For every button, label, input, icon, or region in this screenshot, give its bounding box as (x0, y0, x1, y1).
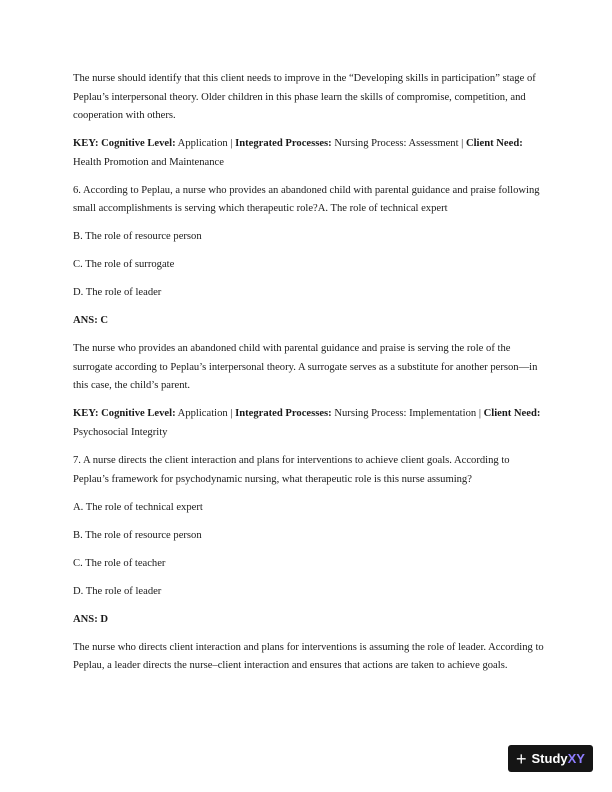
answer-option: D. The role of leader (73, 585, 162, 597)
rationale-paragraph: The nurse should identify that this client needs to improve in the “Developing skills in participation” stage of Peplau’s interpersonal theory. Older children in this phase learn the skills of compromise, competition, and cooperation with others. (73, 73, 536, 122)
answer-key: ANS: D (73, 613, 109, 625)
answer-key: ANS: C (73, 315, 109, 327)
answer-option: D. The role of leader (73, 287, 162, 299)
key-metadata: KEY: Cognitive Level: Application | Integrated Processes: Nursing Process: Implementation | Client Need: Psychosocial Integrity (73, 408, 541, 439)
brand-prefix: Study (531, 751, 568, 766)
answer-option: C. The role of teacher (73, 557, 166, 569)
brand-suffix: XY (567, 751, 585, 766)
answer-option: B. The role of resource person (73, 231, 202, 243)
key-metadata: KEY: Cognitive Level: Application | Integrated Processes: Nursing Process: Assessment | Client Need: Health Promotion and Maintenance (73, 138, 523, 168)
answer-option: C. The role of surrogate (73, 259, 175, 271)
answer-option: B. The role of resource person (73, 529, 202, 541)
plus-icon: + (516, 748, 527, 769)
document-body (73, 70, 548, 685)
question-7: 7. A nurse directs the client interaction and plans for interventions to achieve client goals. According to Peplau’s framework for psychodynamic nursing, what therapeutic role is this nurse assuming? (73, 455, 510, 485)
studyxy-badge[interactable] (508, 745, 593, 772)
question-6: 6. According to Peplau, a nurse who provides an abandoned child with parental guidance and praise following small accomplishments is serving which therapeutic role?A. The role of technical expert (73, 184, 540, 215)
rationale-paragraph: The nurse who provides an abandoned child with parental guidance and praise is serving the role of the surrogate according to Peplau’s interpersonal theory. A surrogate serves as a substitute for another person—in this case, the child’s parent. (73, 343, 538, 392)
answer-option: A. The role of technical expert (73, 501, 203, 513)
rationale-paragraph: The nurse who directs client interaction and plans for interventions is assuming the role of leader. According to Peplau, a leader directs the nurse–client interaction and ensures that actions are taken to achieve goals. (73, 641, 544, 672)
